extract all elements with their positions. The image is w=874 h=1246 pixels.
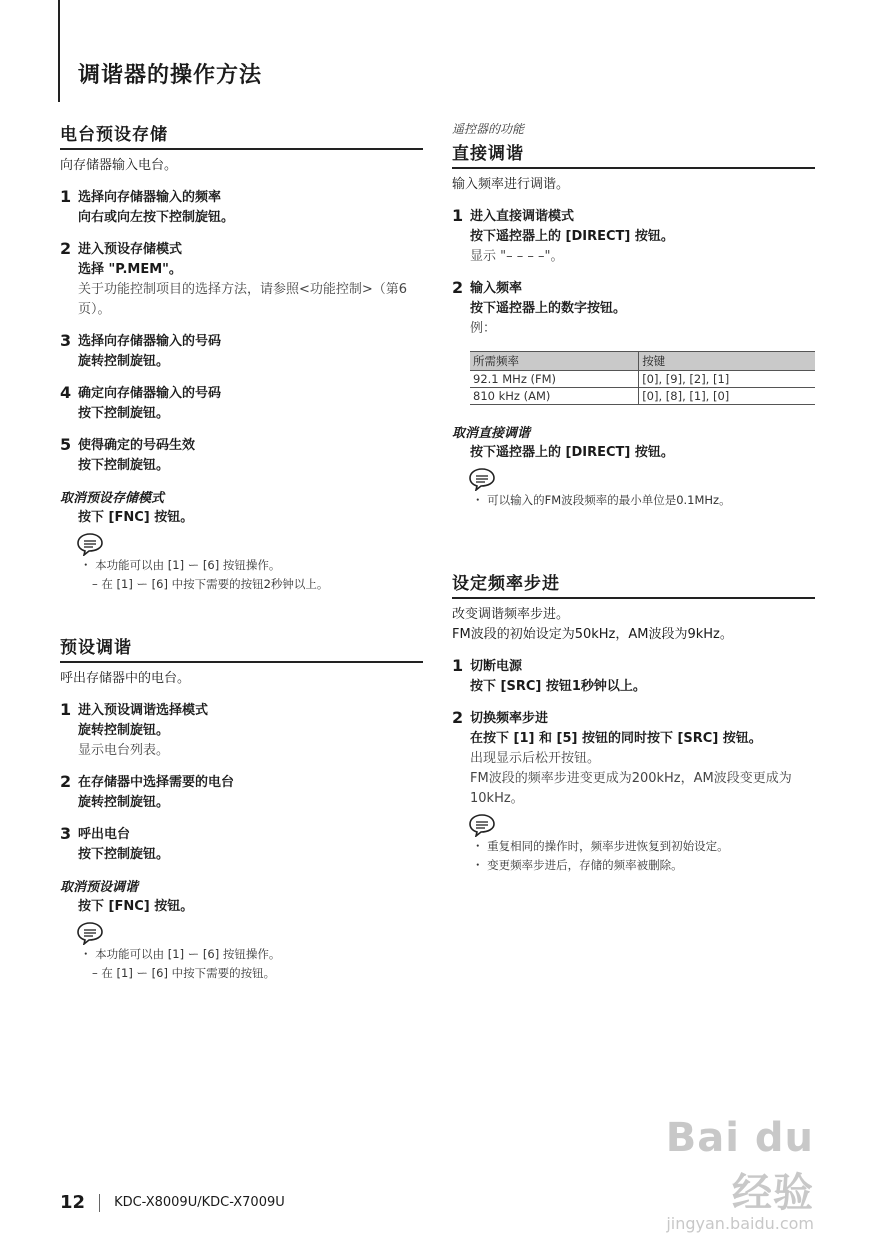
frequency-example-table [470, 351, 815, 405]
page-title: 调谐器的操作方法 [78, 63, 263, 88]
step-number: 2 [60, 772, 72, 791]
preset-tuning-section [60, 633, 423, 983]
step-number: 1 [60, 187, 72, 206]
page-number: 12 [60, 1192, 86, 1213]
notes [452, 837, 815, 875]
section-title: 电台预设存储 [60, 120, 423, 150]
section-title: 预设调谐 [60, 633, 423, 663]
table-row [470, 388, 815, 405]
watermark-url: jingyan.baidu.com [666, 1214, 814, 1233]
step-action: 旋转控制旋钮。 [78, 795, 170, 810]
section-intro: 向存储器输入电台。 [60, 158, 178, 173]
step-number: 2 [60, 239, 72, 258]
cancel-title: 取消直接调谐 [452, 426, 531, 441]
step-title: 进入预设存储模式 [78, 242, 183, 257]
step-number: 3 [60, 824, 72, 843]
frequency-step-section [452, 569, 815, 875]
direct-tuning-section [452, 120, 815, 510]
intro-line: FM波段的初始设定为50kHz，AM波段为9kHz。 [452, 627, 733, 642]
step [452, 279, 815, 339]
step-number: 4 [60, 383, 72, 402]
step-title: 进入预设调谐选择模式 [78, 703, 209, 718]
step [452, 709, 815, 809]
step-title: 使得确定的号码生效 [78, 438, 196, 453]
step-note: 出现显示后松开按钮。 [470, 751, 601, 766]
step [60, 188, 423, 228]
cancel-text: 按下 [FNC] 按钮。 [78, 510, 194, 525]
model-name: KDC-X8009U/KDC-X7009U [114, 1195, 285, 1210]
table-header-row [470, 352, 815, 371]
note-icon [76, 532, 104, 556]
step-action: 选择 "P.MEM"。 [78, 262, 182, 277]
step-number: 1 [452, 656, 464, 675]
step-number: 2 [452, 708, 464, 727]
step-action: 旋转控制旋钮。 [78, 354, 170, 369]
section-intro: 输入频率进行调谐。 [452, 177, 570, 192]
note-icon [468, 813, 496, 837]
note-item: ・ 本功能可以由 [1] ー [6] 按钮操作。 [80, 947, 281, 961]
notes [60, 945, 423, 983]
note-text: 本功能可以由 [1] ー [6] 按钮操作。 [95, 947, 281, 961]
step-number: 5 [60, 435, 72, 454]
note-text: 在 [1] ー [6] 中按下需要的按钮2秒钟以上。 [101, 577, 329, 591]
step-action: 向右或向左按下控制旋钮。 [78, 210, 235, 225]
step-number: 3 [60, 331, 72, 350]
step-title: 呼出电台 [78, 827, 131, 842]
step-title: 输入频率 [470, 281, 523, 296]
note-text: 在 [1] ー [6] 中按下需要的按钮。 [101, 966, 276, 980]
table-cell: 92.1 MHz (FM) [470, 371, 639, 388]
step-note: 关于功能控制项目的选择方法，请参照<功能控制>（第6页）。 [78, 282, 408, 317]
table-row [470, 371, 815, 388]
note-text: 变更频率步进后，存储的频率被删除。 [487, 858, 683, 872]
note-item: ・ 本功能可以由 [1] ー [6] 按钮操作。 [80, 558, 281, 572]
note-sub-item: – 在 [1] ー [6] 中按下需要的按钮2秒钟以上。 [92, 577, 329, 591]
cancel-title: 取消预设调谐 [60, 880, 139, 895]
step-title: 进入直接调谐模式 [470, 209, 575, 224]
step-note: 显示电台列表。 [78, 743, 170, 758]
step-title: 切换频率步进 [470, 711, 549, 726]
note-icon [468, 467, 496, 491]
step [60, 436, 423, 476]
step [60, 701, 423, 761]
note-item: ・ 变更频率步进后，存储的频率被删除。 [472, 858, 683, 872]
step [60, 332, 423, 372]
step [60, 384, 423, 424]
cancel-text: 按下 [FNC] 按钮。 [78, 899, 194, 914]
step-action: 按下控制旋钮。 [78, 847, 170, 862]
table-cell: [0], [8], [1], [0] [639, 388, 815, 405]
page-footer [60, 1192, 285, 1213]
notes [60, 556, 423, 594]
note-icon [76, 921, 104, 945]
step-action: 旋转控制旋钮。 [78, 723, 170, 738]
step [452, 207, 815, 267]
cancel-text: 按下遥控器上的 [DIRECT] 按钮。 [470, 445, 674, 460]
step [60, 240, 423, 320]
note-text: 本功能可以由 [1] ー [6] 按钮操作。 [95, 558, 281, 572]
page-edge-rule [58, 0, 60, 102]
section-intro [452, 605, 815, 645]
step [452, 657, 815, 697]
step-action: 按下 [SRC] 按钮1秒钟以上。 [470, 679, 646, 694]
watermark-brand: Bai du 经验 [665, 1115, 814, 1216]
section-intro: 呼出存储器中的电台。 [60, 671, 191, 686]
notes [452, 491, 815, 510]
step-action: 按下遥控器上的数字按钮。 [470, 301, 627, 316]
step-number: 2 [452, 278, 464, 297]
step-note: FM波段的频率步进变更成为200kHz，AM波段变更成为10kHz。 [470, 771, 792, 806]
step-note: 显示 "– – – –"。 [470, 249, 564, 264]
table-header: 按键 [639, 352, 815, 371]
table-cell: 810 kHz (AM) [470, 388, 639, 405]
step-action: 按下控制旋钮。 [78, 458, 170, 473]
remote-caption: 遥控器的功能 [452, 122, 525, 136]
step-title: 确定向存储器输入的号码 [78, 386, 222, 401]
note-text: 可以输入的FM波段频率的最小单位是0.1MHz。 [487, 493, 731, 507]
intro-line: 改变调谐频率步进。 [452, 607, 570, 622]
note-sub-item: – 在 [1] ー [6] 中按下需要的按钮。 [92, 966, 276, 980]
step-title: 选择向存储器输入的频率 [78, 190, 222, 205]
baidu-watermark [614, 1115, 814, 1233]
section-title: 直接调谐 [452, 139, 815, 169]
step-title: 切断电源 [470, 659, 523, 674]
note-item: ・ 可以输入的FM波段频率的最小单位是0.1MHz。 [472, 493, 731, 507]
footer-divider [99, 1194, 100, 1212]
step-number: 1 [60, 700, 72, 719]
section-title: 设定频率步进 [452, 569, 815, 599]
step-action: 按下控制旋钮。 [78, 406, 170, 421]
table-header: 所需频率 [470, 352, 639, 371]
step-number: 1 [452, 206, 464, 225]
step-title: 在存储器中选择需要的电台 [78, 775, 235, 790]
note-item: ・ 重复相同的操作时，频率步进恢复到初始设定。 [472, 839, 729, 853]
step [60, 773, 423, 813]
step-title: 选择向存储器输入的号码 [78, 334, 222, 349]
table-cell: [0], [9], [2], [1] [639, 371, 815, 388]
note-text: 重复相同的操作时，频率步进恢复到初始设定。 [487, 839, 729, 853]
step-note: 例： [470, 321, 497, 336]
preset-memory-section [60, 120, 423, 594]
step-action: 按下遥控器上的 [DIRECT] 按钮。 [470, 229, 674, 244]
cancel-title: 取消预设存储模式 [60, 491, 165, 506]
step [60, 825, 423, 865]
step-action: 在按下 [1] 和 [5] 按钮的同时按下 [SRC] 按钮。 [470, 731, 762, 746]
